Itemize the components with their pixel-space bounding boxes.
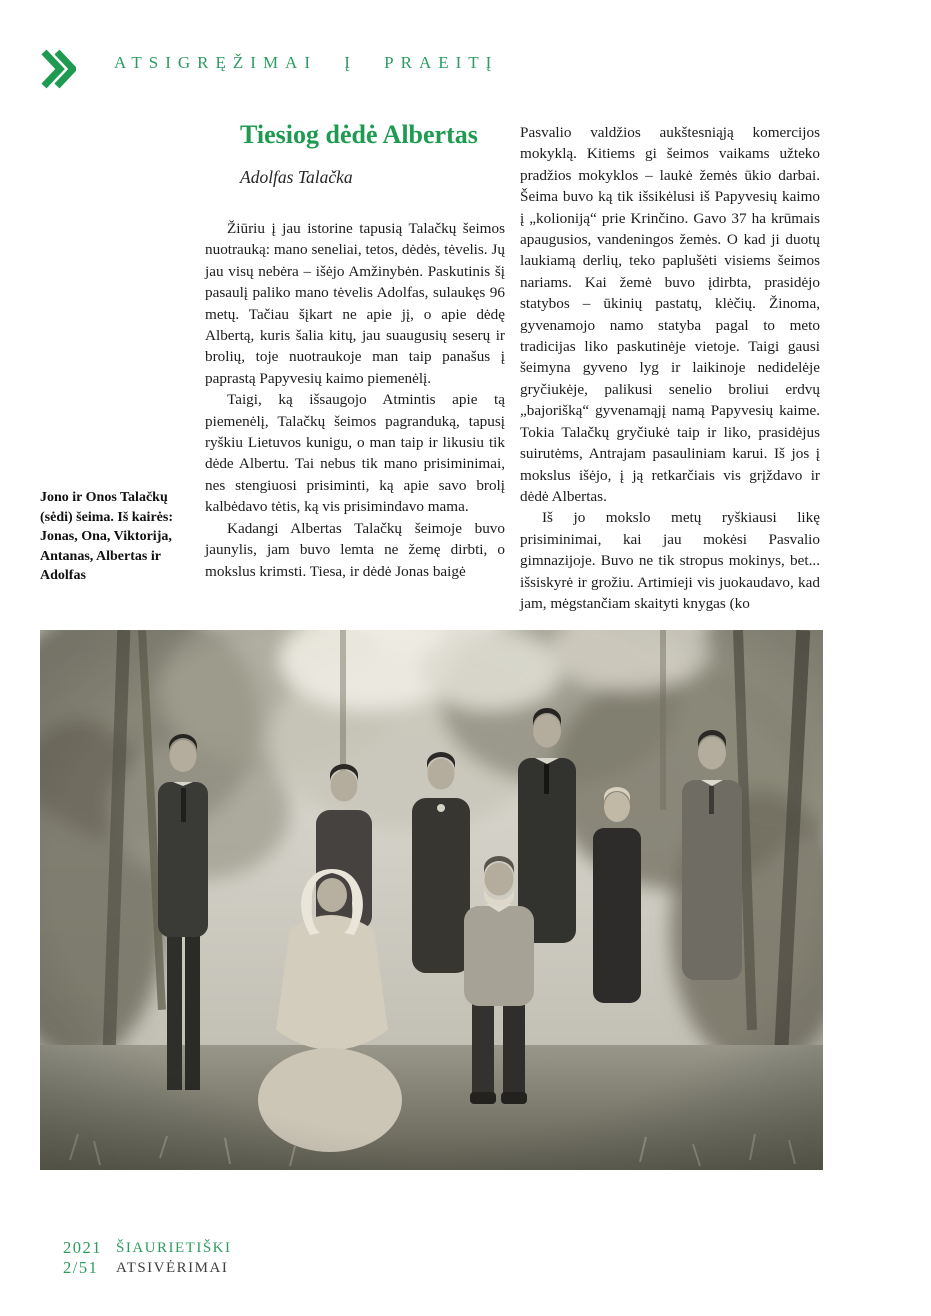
- footer-year: 2021: [63, 1238, 102, 1257]
- family-photo: [40, 630, 823, 1170]
- paragraph: Iš jo mokslo metų ryškiausi likę prisiminimai, kai jau mokėsi Pasvalio gimnazijoje. Buvo ne tik stropus mokinys, bet... išsiskyrė ir grožiu. Artimieji vis juokaudavo, kad jam, mėgstančiam skaityti knygas (ko: [520, 509, 820, 612]
- footer-issue-number: 2/51: [63, 1258, 99, 1277]
- paragraph: Taigi, ką išsaugojo Atmintis apie tą piemenėlį, Talačkų šeimos pagranduką, tapusį ryškiu Lietuvos kunigu, o man taip ir likusiu tik dėde Albertu. Tai nebus tik mano prisiminimai, nes stengiuosi prisiminti, ką apie savo brolį kalbėdavo tėtis, ką vis prisimindavo mama.: [205, 391, 505, 516]
- section-kicker: ATSIGRĘŽIMAI Į PRAEITĮ: [114, 53, 499, 72]
- paragraph: Žiūriu į jau istorine tapusią Talačkų šeimos nuotrauką: mano seneliai, tetos, dėdės, tėvelis. Jų jau visų nebėra – išėjo Amžinybėn. Paskutinis šį pasaulį paliko mano tėvelis Adolfas, sulaukęs 96 metų. Tačiau šįkart ne apie jį, o apie dėdę Albertą, kuris šalia kitų, jau suaugusių seserų ir brolių, toje nuotraukoje man taip panašus į paprastą Papyvesių kaimo piemenėlį.: [205, 220, 505, 387]
- photo-margin-caption: Jono ir Onos Talačkų (sėdi) šeima. Iš kairės: Jonas, Ona, Viktorija, Antanas, Albertas ir Adolfas: [40, 490, 173, 583]
- page-footer: [63, 1238, 232, 1278]
- body-column-2: [520, 120, 820, 614]
- article-title: Tiesiog dėdė Albertas: [240, 120, 478, 149]
- double-chevron-right-icon: [40, 46, 76, 92]
- footer-issue: [63, 1238, 102, 1278]
- margin-notes-column: [40, 120, 190, 614]
- footer-brand-line2: ATSIVĖRIMAI: [116, 1260, 229, 1276]
- footer-brand-line1: ŠIAURIETIŠKI: [116, 1240, 232, 1256]
- paragraph: Pasvalio valdžios aukštesniąją komercijos mokyklą. Kitiems gi šeimos vaikams užteko pradžios mokyklos – laukė žemės ūkio darbai. Šeima buvo ką tik išsikėlusi iš Papyvesių kaimo į „kolioniją“ prie Krinčino. Gavo 37 ha krūmais apaugusios, vandeningos žemės. O kad ji duotų laukiamą derlių, teko paplušėti visiems šeimos nariams. Kai žemė buvo įdirbta, prasidėjo statybos – ūkinių pastatų, klėčių. Žinoma, gyvenamojo namo statyba pagal to meto tradicijas liko paskutinėje vietoje. Taigi gausi šeimyna gyveno lyg ir laikinoje nedidelėje gryčiukėje, palikusi senelio broliui erdvų „bajorišką“ gyvenamąjį namą Papyvesių kaime. Tokia Talačkų gryčiukė taip ir liko, prasidėjus suirutėms, Antrajam pasauliniam karui. Iš jos į mokslus išėjo, į ją retkarčiais vis grįždavo ir dėdė Albertas.: [520, 124, 820, 505]
- article-head: [240, 120, 505, 188]
- article-columns: [40, 120, 820, 614]
- article-author: Adolfas Talačka: [240, 167, 353, 187]
- footer-brand: [116, 1238, 232, 1278]
- body-column-1: [205, 120, 505, 614]
- paragraph: Kadangi Albertas Talačkų šeimoje buvo jaunylis, jam buvo lemta ne žemę dirbti, o mokslus krimsti. Tiesa, ir dėdė Jonas baigė: [205, 519, 505, 580]
